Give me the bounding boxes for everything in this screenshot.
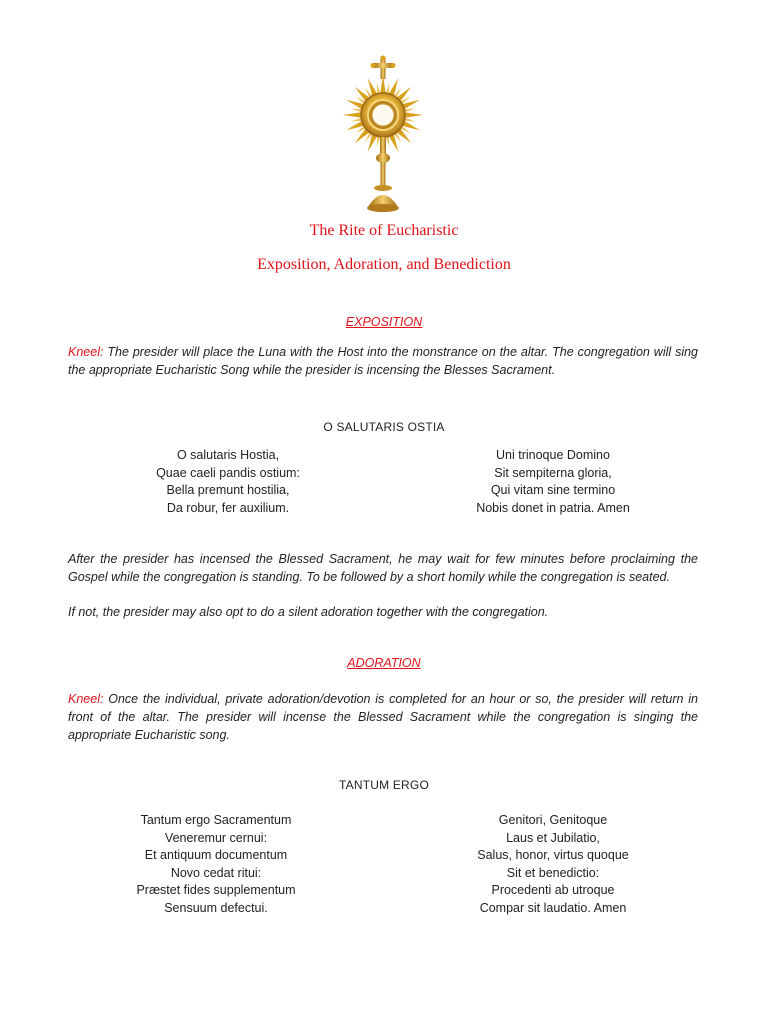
- verse-line: Et antiquum documentum: [144, 848, 288, 862]
- verse-line: Sensuum defectui.: [164, 900, 268, 915]
- hymn-title-o-salutaris: O SALUTARIS OSTIA: [323, 420, 445, 434]
- silent-adoration-paragraph: If not, the presider may also opt to do a silent adoration together with the congregation.: [68, 605, 549, 619]
- verse-line: Sit et benedictio:: [506, 865, 600, 880]
- hymn2-right-stanza: [453, 812, 653, 917]
- adoration-instruction: [68, 690, 698, 744]
- section-heading-exposition: EXPOSITION: [345, 315, 423, 329]
- hymn2-left-stanza: [116, 812, 316, 917]
- document-title-line1: The Rite of Eucharistic: [309, 222, 459, 239]
- hymn1-left-stanza: [128, 447, 328, 517]
- monstrance-icon: [340, 55, 426, 217]
- after-exposition-paragraph: After the presider has incensed the Blessed Sacrament, he may wait for few minutes before proclaiming the Gospel while the congregation is standing. To be followed by a short homily while the congregation is seated.: [68, 552, 698, 584]
- kneel-label: Kneel:: [68, 692, 104, 706]
- exposition-text: The presider will place the Luna with the Host into the monstrance on the altar. The congregation will sing the appropriate Eucharistic Song while the presider is incensing the Blesses Sacrament.: [68, 345, 698, 377]
- hymn1-right-stanza: [453, 447, 653, 517]
- adoration-text: Once the individual, private adoration/devotion is completed for an hour or so, the presider will return in front of the altar. The presider will incense the Blessed Sacrament while the congregation is singing the appropriate Eucharistic song.: [68, 692, 698, 742]
- verse-line: Procedenti ab utroque: [491, 883, 615, 897]
- hymn-title-tantum-ergo: TANTUM ERGO: [339, 778, 429, 792]
- verse-line: Novo cedat ritui:: [170, 865, 262, 880]
- verse-line: Quae caeli pandis ostium:: [156, 465, 300, 480]
- kneel-label: Kneel:: [68, 345, 104, 359]
- verse-line: Bella premunt hostilia,: [166, 483, 290, 497]
- document-title-line2: Exposition, Adoration, and Benediction: [257, 256, 511, 273]
- verse-line: Compar sit laudatio. Amen: [479, 900, 627, 915]
- verse-line: Qui vitam sine termino: [490, 483, 616, 497]
- verse-line: Veneremur cernui:: [164, 830, 268, 845]
- verse-line: Da robur, fer auxilium.: [166, 500, 290, 515]
- verse-line: O salutaris Hostia,: [176, 448, 280, 462]
- exposition-instruction: [68, 343, 698, 379]
- verse-line: Laus et Jubilatio,: [506, 830, 600, 845]
- verse-line: Sit sempiterna gloria,: [494, 465, 612, 480]
- section-heading-adoration: ADORATION: [347, 656, 421, 670]
- verse-line: Præstet fides supplementum: [136, 883, 296, 897]
- verse-line: Nobis donet in patria. Amen: [476, 500, 630, 515]
- verse-line: Uni trinoque Domino: [496, 448, 610, 462]
- verse-line: Tantum ergo Sacramentum: [140, 813, 292, 827]
- verse-line: Genitori, Genitoque: [498, 813, 608, 827]
- verse-line: Salus, honor, virtus quoque: [477, 848, 629, 862]
